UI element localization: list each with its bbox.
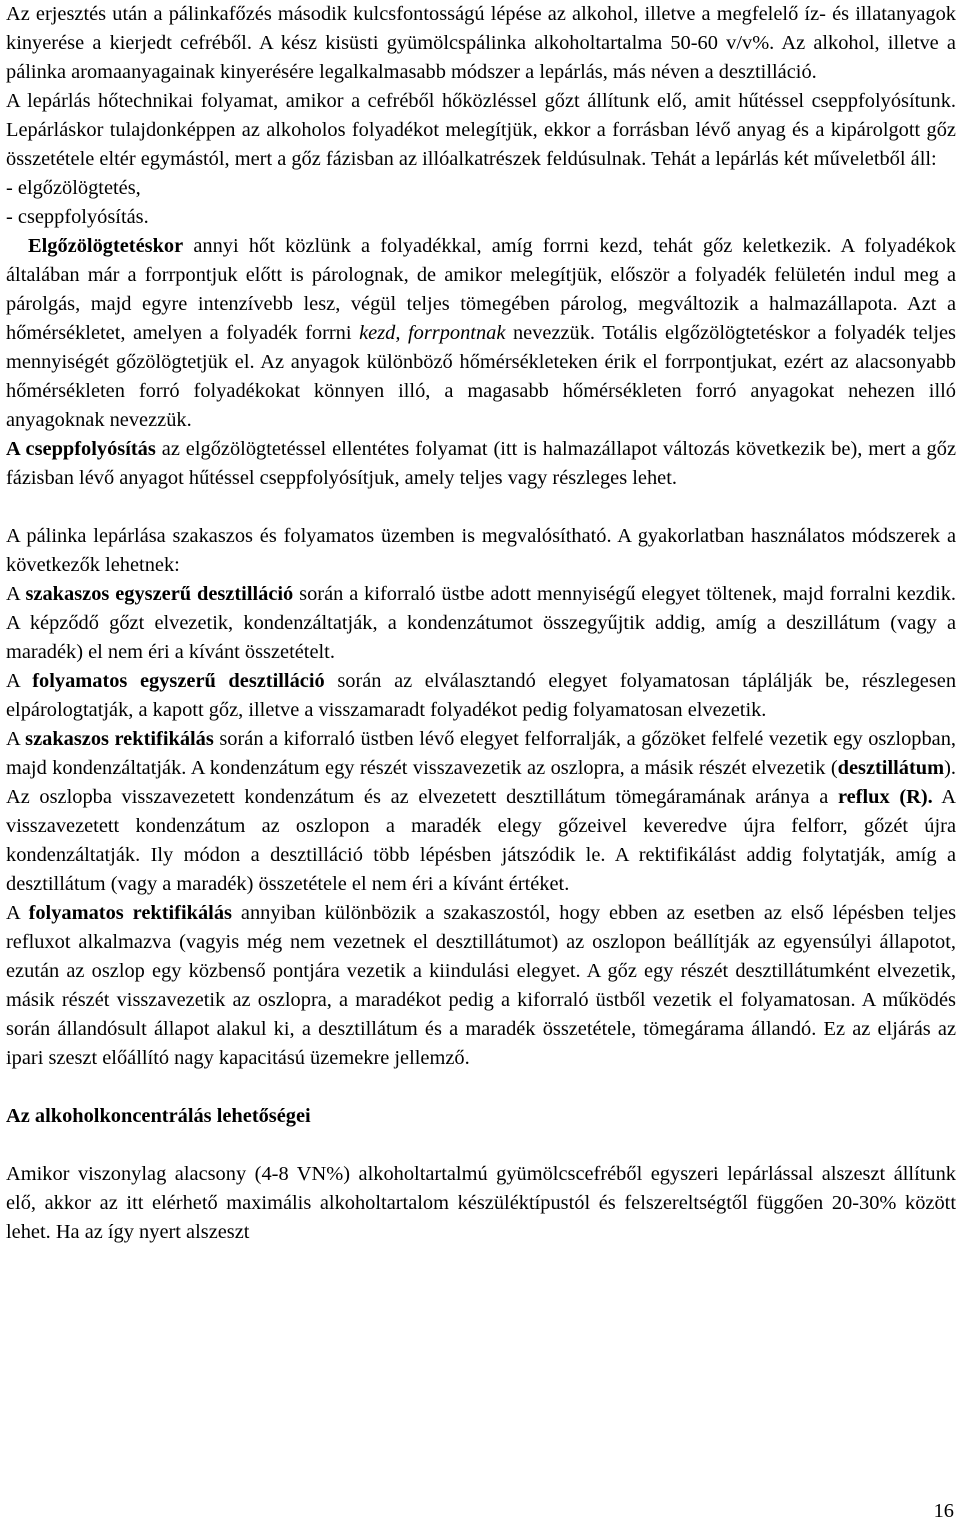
text-condensation: az elgőzölögtetéssel ellentétes folyamat (itt is halmazállapot változás következik be), mert a gőz fázisban lévő anyagot hűtéssel cseppfolyósítjuk, amely teljes vagy részleges lehet. bbox=[6, 438, 956, 489]
spacer bbox=[6, 1131, 956, 1160]
paragraph-methods-intro: A pálinka lepárlása szakaszos és folyamatos üzemben is megvalósítható. A gyakorlatban használatos módszerek a következők lehetnek: bbox=[6, 525, 956, 576]
paragraph-batch-rectification bbox=[6, 725, 956, 899]
page-number: 16 bbox=[933, 1500, 954, 1522]
term-batch-simple-distillation: szakaszos egyszerű desztilláció bbox=[25, 583, 294, 605]
paragraph-evaporation bbox=[6, 232, 956, 435]
spacer bbox=[6, 1073, 956, 1102]
term-condensation: A cseppfolyósítás bbox=[6, 438, 156, 460]
text-prefix: A bbox=[6, 670, 33, 692]
section-heading: Az alkoholkoncentrálás lehetőségei bbox=[6, 1105, 311, 1127]
term-continuous-simple-distillation: folyamatos egyszerű desztilláció bbox=[32, 670, 325, 692]
term-boiling-point: kezd, forrpontnak bbox=[359, 322, 506, 344]
text-continuous-rect: annyiban különbözik a szakaszostól, hogy ebben az esetben az első lépésben teljes refluxot alkalmazva (vagyis még nem vezetnek el desztillátumot) az oszlopon beállítják az egyensúlyi állapotot, ezután az oszlop egy közbenső pontjára vezetik a kiindulási elegyet. A gőz egy részét desztillátumként elvezetik, másik részét visszavezetik az oszlopra, a maradékot pedig a kiforraló üstből vezetik el folyamatosan. A működés során állandósult állapot alakul ki, a desztillátum és a maradék összetétele, tömegárama állandó. Ez az eljárás az ipari szeszt előállító nagy kapacitású üzemekre jellemző. bbox=[6, 902, 957, 1069]
term-batch-rectification: szakaszos rektifikálás bbox=[25, 728, 214, 750]
text-batch-rect-2: ). Az oszlopba visszavezetett kondenzátum és az elvezetett desztillátum tömegáramának aránya a bbox=[6, 757, 956, 808]
text-batch-rect-1: során a kiforraló üstben lévő elegyet felforralják, a gőzöket felfelé vezetik egy oszlopban, majd kondenzáltatják. A kondenzátum egy részét visszavezetik az oszlopra, a másik részét elvezetik ( bbox=[6, 728, 957, 779]
text-evaporation-2: nevezzük. Totális elgőzölögtetéskor a folyadék teljes mennyiségét gőzölögtetjük el. Az anyagok különböző hőmérsékleteken érik el forrpontjukat, ezért az alacsonyabb hőmérsékleten forró folyadékokat könnyen illó, a magasabb hőmérsékleten forró anyagokat nehezen illó anyagoknak nevezzük. bbox=[6, 322, 956, 431]
paragraph-condensation bbox=[6, 435, 956, 493]
paragraph-intro: Az erjesztés után a pálinkafőzés második kulcsfontosságú lépése az alkohol, illetve a megfelelő íz- és illatanyagok kinyerése a kierjedt cefréből. A kész kisüsti gyümölcspálinka alkoholtartalma 50-60 v/v%. Az alkohol, illetve a pálinka aromaanyagainak kinyerésére legalkalmasabb módszer a lepárlás, más néven a desztilláció. bbox=[6, 3, 956, 83]
term-evaporation: Elgőzölögtetéskor bbox=[28, 235, 184, 257]
paragraph-concentration: Amikor viszonylag alacsony (4-8 VN%) alkoholtartalmú gyümölcscefréből egyszeri lepárlással alszeszt állítunk elő, akkor az itt elérhető maximális alkoholtartalom készüléktípustól és felszereltségtől függően 20-30% között lehet. Ha az így nyert alszeszt bbox=[6, 1163, 956, 1243]
text-evaporation-1: annyi hőt közlünk a folyadékkal, amíg forrni kezd, tehát gőz keletkezik. A folyadékok általában már a forrpontjuk előtt is párolognak, de amikor melegítjük, először a folyadék felületén indul meg a párolgás, majd egyre intenzívebb lesz, végül teljes tömegében párolog, megváltozik a halmazállapota. Azt a hőmérsékletet, amelyen a folyadék forrni bbox=[6, 235, 956, 344]
spacer bbox=[6, 493, 956, 522]
paragraph-continuous-simple bbox=[6, 667, 956, 725]
term-reflux: reflux (R). bbox=[837, 786, 933, 808]
term-continuous-rectification: folyamatos rektifikálás bbox=[28, 902, 232, 924]
text-prefix: A bbox=[6, 728, 26, 750]
list-item-condensation: - cseppfolyósítás. bbox=[6, 206, 149, 228]
text-batch-rect-3: A visszavezetett kondenzátum az oszlopon a maradék elegy gőzeivel keveredve újra felforr, gőzét újra kondenzáltatják. Ily módon a desztilláció több lépésben játszódik le. A rektifikálást addig folytatják, amíg a desztillátum (vagy a maradék) összetétele el nem éri a kívánt értéket. bbox=[6, 786, 956, 895]
text-continuous-simple: során az elválasztandó elegyet folyamatosan táplálják be, részlegesen elpárologtatják, a kapott gőz, illetve a visszamaradt folyadékot pedig folyamatosan elvezetik. bbox=[6, 670, 957, 721]
document-page bbox=[6, 0, 956, 1247]
paragraph-batch-simple bbox=[6, 580, 956, 667]
text-prefix: A bbox=[6, 583, 26, 605]
paragraph-continuous-rectification bbox=[6, 899, 956, 1073]
paragraph-distillation-definition: A lepárlás hőtechnikai folyamat, amikor a cefréből hőközléssel gőzt állítunk elő, amit hűtéssel cseppfolyósítunk. Lepárláskor tulajdonképpen az alkoholos folyadékot melegítjük, ekkor a forrásban lévő anyag és a kipárolgott gőz összetétele eltér egymástól, mert a gőz fázisban az illóalkatrészek feldúsulnak. Tehát a lepárlás két műveletből áll: bbox=[6, 90, 956, 170]
list-item-evaporation: - elgőzölögtetés, bbox=[6, 177, 141, 199]
term-distillate: desztillátum bbox=[837, 757, 945, 779]
text-prefix: A bbox=[6, 902, 29, 924]
text-batch-simple: során a kiforraló üstbe adott mennyiségű elegyet töltenek, majd forralni kezdik. A képződő gőzt elvezetik, kondenzáltatják, a kondenzátumot összegyűjtik addig, amíg a deszillátum (vagy a maradék) el nem éri a kívánt összetételt. bbox=[6, 583, 957, 663]
